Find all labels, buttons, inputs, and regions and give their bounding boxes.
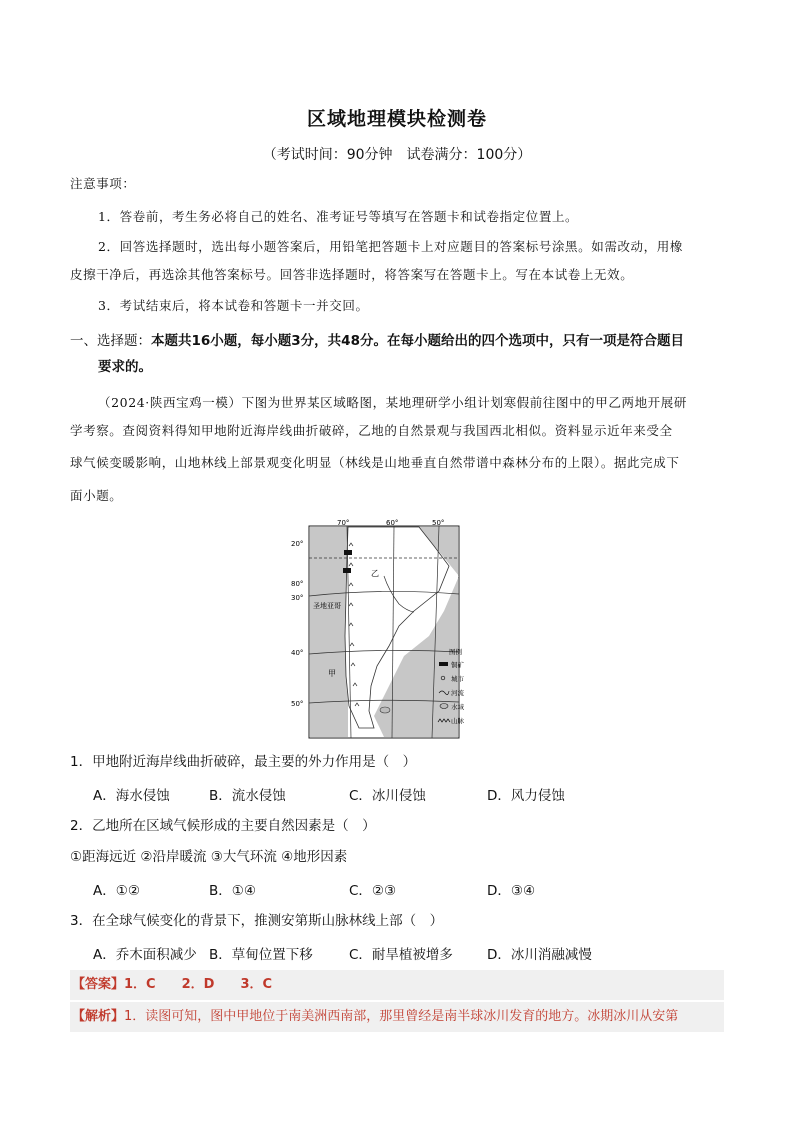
- q2-option-a: A．①②: [93, 883, 140, 899]
- section-heading: [70, 331, 684, 351]
- analysis-line: [72, 1007, 678, 1027]
- jia-label: 甲: [328, 669, 336, 678]
- section-heading-prefix: 一、选择题：: [70, 333, 151, 349]
- copper-mine-marker: [344, 550, 352, 555]
- section-heading-end: 要求的。: [98, 359, 152, 375]
- yi-label: 乙: [371, 569, 379, 578]
- water-body: [380, 707, 390, 713]
- lat-40-label: 40°: [291, 649, 304, 657]
- legend-water-swatch: [440, 704, 448, 709]
- passage-line-4: 面小题。: [70, 488, 123, 503]
- section-heading-rule: 本题共16小题，每小题3分，共48分。在每小题给出的四个选项中，只有一项是符合题目: [151, 333, 684, 349]
- pacific-ocean: [310, 527, 348, 737]
- q1-option-a: A．海水侵蚀: [93, 788, 170, 804]
- legend-city: 城市: [451, 675, 464, 683]
- legend-title: 图例: [449, 648, 462, 656]
- legend-mountain: 山脉: [451, 717, 464, 725]
- note-1: 1．答卷前，考生务必将自己的姓名、准考证号等填写在答题卡和试卷指定位置上。: [98, 209, 579, 224]
- lat-30-label: 30°: [291, 594, 304, 602]
- exam-info: （考试时间：90分钟 试卷满分：100分）: [262, 147, 532, 163]
- q2-option-d: D．③④: [487, 883, 536, 899]
- passage-line-2: 学考察。查阅资料得知甲地附近海岸线曲折破碎，乙地的自然景观与我国西北相似。资料显示近年来受全: [70, 423, 673, 438]
- q2-option-b: B．①④: [209, 883, 256, 899]
- q1-option-b: B．流水侵蚀: [209, 788, 286, 804]
- lat-50-label: 50°: [291, 700, 304, 708]
- lat-80-label: 80°: [291, 580, 304, 588]
- question-3-stem: 3．在全球气候变化的背景下，推测安第斯山脉林线上部（ ）: [70, 913, 444, 929]
- legend-copper-swatch: [439, 662, 448, 666]
- legend-water: 水域: [451, 703, 464, 711]
- note-3: 3．考试结束后，将本试卷和答题卡一并交回。: [98, 298, 369, 313]
- q3-option-d: D．冰川消融减慢: [487, 947, 592, 963]
- passage-line-3: 球气候变暖影响，山地林线上部景观变化明显（林线是山地垂直自然带谱中森林分布的上限）。据此完成下: [70, 455, 680, 470]
- answer-text: 1．C 2．D 3．C: [124, 977, 273, 992]
- question-2-stem: 2．乙地所在区域气候形成的主要自然因素是（ ）: [70, 818, 376, 834]
- lon-50-label: 50°: [432, 519, 445, 527]
- answer-label: 【答案】: [72, 977, 125, 992]
- passage-line-1: （2024·陕西宝鸡一模）下图为世界某区域略图，某地理研学小组计划寒假前往图中的甲乙两地开展研: [98, 395, 687, 410]
- note-2-line-1: 2．回答选择题时，选出每小题答案后，用铅笔把答题卡上对应题目的答案标号涂黑。如需改动，用橡: [98, 239, 683, 254]
- question-2-factors: ①距海远近 ②沿岸暖流 ③大气环流 ④地形因素: [70, 849, 348, 865]
- page-title: 区域地理模块检测卷: [306, 108, 487, 130]
- q3-option-b: B．草甸位置下移: [209, 947, 313, 963]
- analysis-text: 1．读图可知，图中甲地位于南美洲西南部，那里曾经是南半球冰川发育的地方。冰期冰川从安第: [124, 1009, 679, 1024]
- copper-mine-marker: [343, 568, 351, 573]
- note-2-line-2: 皮擦干净后，再选涂其他答案标号。回答非选择题时，将答案写在答题卡上。写在本试卷上无效。: [70, 267, 634, 282]
- q3-option-c: C．耐旱植被增多: [349, 947, 453, 963]
- notes-heading: 注意事项：: [70, 176, 136, 191]
- q1-option-d: D．风力侵蚀: [487, 788, 565, 804]
- answer-line: [72, 975, 272, 995]
- q1-option-c: C．冰川侵蚀: [349, 788, 426, 804]
- q2-option-c: C．②③: [349, 883, 397, 899]
- q3-option-a: A．乔木面积减少: [93, 947, 197, 963]
- city-label: 圣地亚哥: [313, 602, 341, 610]
- lon-70-label: 70°: [337, 519, 350, 527]
- legend-copper: 铜矿: [451, 661, 464, 669]
- legend-river: 河流: [451, 689, 464, 697]
- analysis-label: 【解析】: [72, 1009, 125, 1024]
- lon-60-label: 60°: [386, 519, 399, 527]
- south-america-map: [289, 516, 474, 742]
- question-1-stem: 1．甲地附近海岸线曲折破碎，最主要的外力作用是（ ）: [70, 754, 417, 770]
- lat-20-label: 20°: [291, 540, 304, 548]
